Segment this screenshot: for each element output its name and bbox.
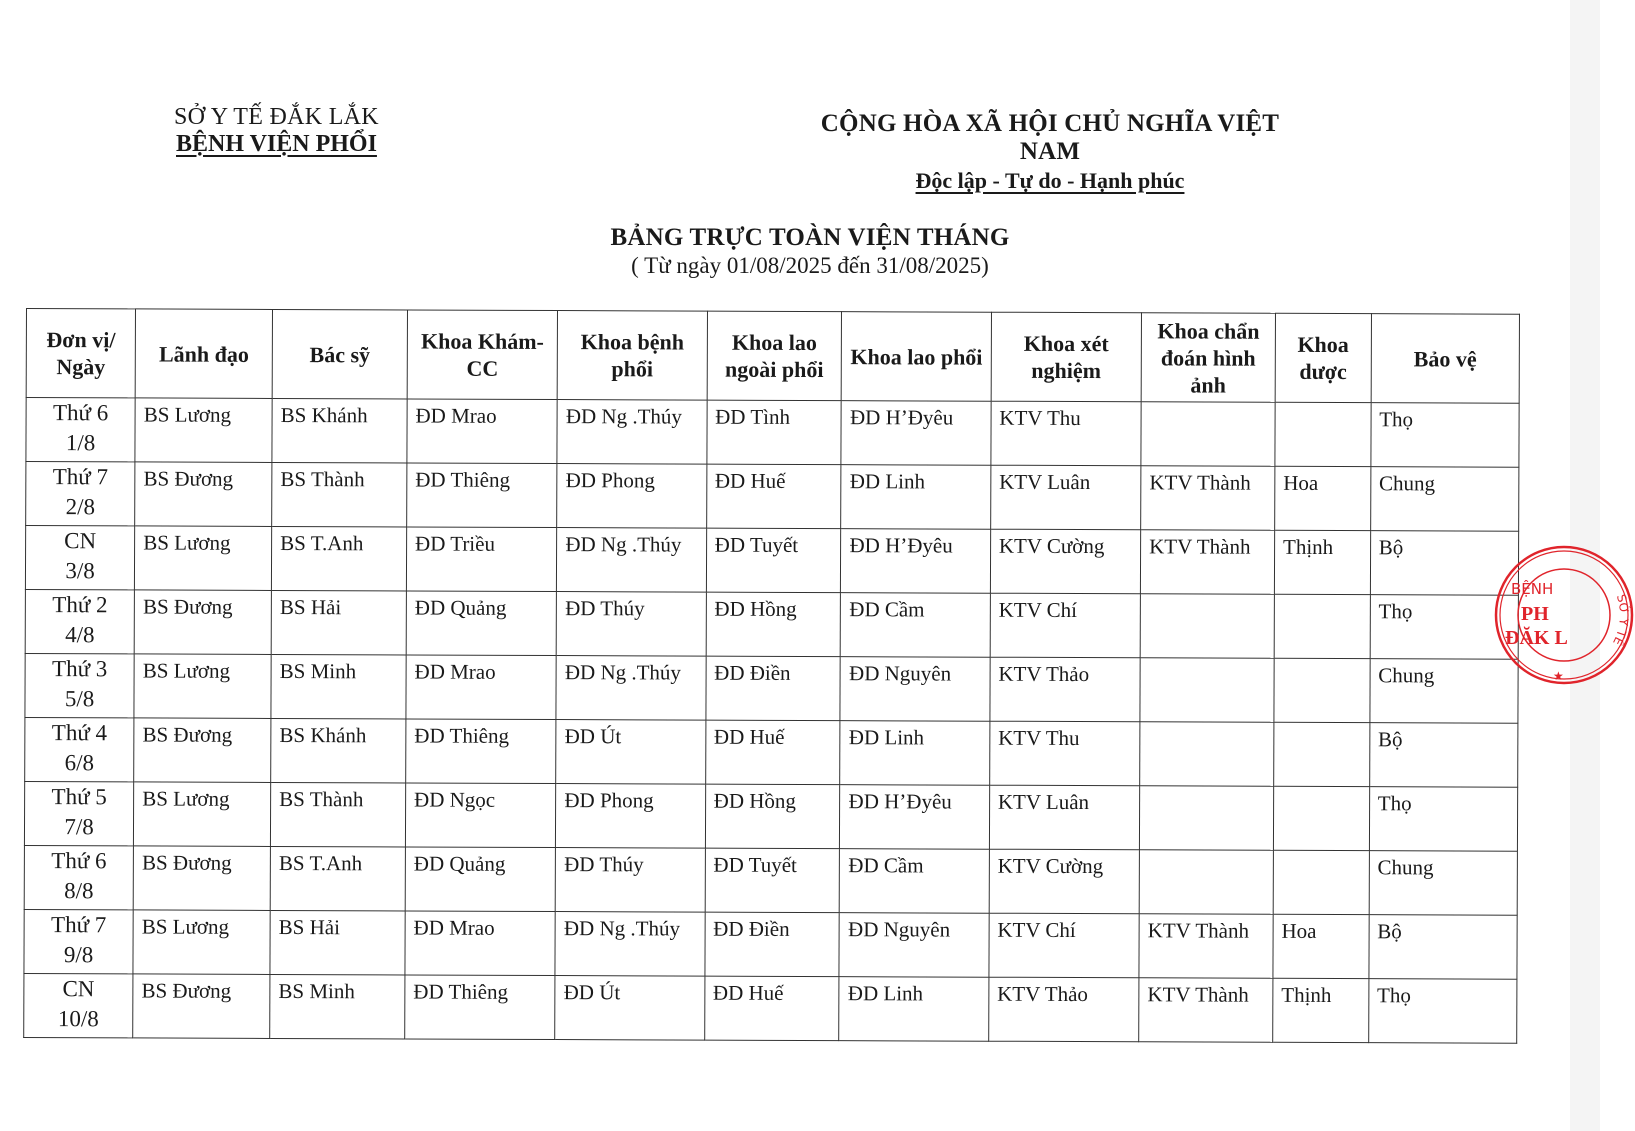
duty-cell xyxy=(704,976,839,1041)
staff-name: ĐD Linh xyxy=(849,469,926,494)
staff-name: Hoa xyxy=(1281,918,1317,943)
table-row xyxy=(24,781,1517,851)
duty-cell xyxy=(989,849,1140,914)
table-header-row xyxy=(26,309,1519,404)
duty-cell xyxy=(1369,851,1518,916)
duty-cell xyxy=(841,401,991,466)
staff-name: BS T.Anh xyxy=(280,530,364,556)
duty-cell xyxy=(841,529,991,594)
staff-name: KTV Thu xyxy=(998,725,1080,751)
staff-name: Thọ xyxy=(1377,791,1412,816)
staff-name: ĐD Tuyết xyxy=(714,532,799,557)
duty-cell xyxy=(1139,914,1273,979)
duty-cell xyxy=(405,783,556,848)
staff-name: Hoa xyxy=(1283,470,1319,495)
duty-cell xyxy=(989,913,1140,978)
duty-cell xyxy=(841,465,991,530)
duty-cell xyxy=(133,974,270,1039)
staff-name: KTV Luân xyxy=(999,469,1091,495)
table-row xyxy=(26,398,1519,468)
duty-cell xyxy=(1369,915,1518,980)
staff-name: KTV Thảo xyxy=(997,981,1088,1007)
duty-cell xyxy=(271,782,406,847)
column-header: Khoa lao ngoài phổi xyxy=(707,311,842,401)
staff-name: ĐD Út xyxy=(564,724,622,749)
table-body xyxy=(24,398,1519,1044)
duty-cell xyxy=(270,846,405,911)
document-heading xyxy=(540,224,1080,279)
duty-cell xyxy=(1368,979,1517,1044)
day-cell xyxy=(26,462,135,526)
staff-name: BS Khánh xyxy=(279,722,367,748)
seal-text-line-2: PH xyxy=(1521,603,1549,625)
staff-name: Chung xyxy=(1378,663,1435,688)
column-header: Khoa dược xyxy=(1275,313,1371,402)
column-header: Đơn vị/ Ngày xyxy=(26,309,135,398)
staff-name: BS T.Anh xyxy=(278,850,363,876)
staff-name: Chung xyxy=(1377,855,1434,880)
date-label: 3/8 xyxy=(65,558,95,584)
duty-cell xyxy=(990,593,1141,658)
staff-name: KTV Thành xyxy=(1149,534,1251,559)
staff-name: ĐD Thúy xyxy=(564,852,644,877)
weekday-label: CN xyxy=(62,976,95,1002)
duty-cell xyxy=(271,590,406,655)
staff-name: KTV Chí xyxy=(998,597,1078,623)
weekday-label: CN xyxy=(64,528,97,554)
table-row xyxy=(24,845,1517,915)
seal-ring-text: SỞ Y TẾ xyxy=(1610,592,1632,648)
staff-name: BS Lương xyxy=(142,658,231,683)
table-row xyxy=(25,589,1518,659)
duty-cell xyxy=(705,848,840,913)
date-label: 4/8 xyxy=(65,622,95,648)
duty-cell xyxy=(557,528,707,593)
weekday-label: Thứ 6 xyxy=(52,400,109,426)
duty-cell xyxy=(1273,850,1369,914)
staff-name: Bộ xyxy=(1377,727,1403,752)
duty-cell xyxy=(406,591,557,656)
duty-cell xyxy=(407,463,558,528)
staff-name: ĐD Thiêng xyxy=(414,723,510,748)
duty-cell xyxy=(989,785,1140,850)
staff-name: Chung xyxy=(1378,471,1436,496)
staff-name: BS Lương xyxy=(142,786,230,811)
staff-name: ĐD Quảng xyxy=(414,595,507,620)
duty-cell xyxy=(557,400,707,465)
duty-cell xyxy=(1140,722,1274,787)
duty-cell xyxy=(270,910,405,975)
day-cell xyxy=(24,845,133,909)
staff-name: ĐD Huế xyxy=(712,980,784,1005)
column-header: Lãnh đạo xyxy=(135,309,272,399)
weekday-label: Thứ 3 xyxy=(52,656,108,682)
staff-name: KTV Thành xyxy=(1147,982,1249,1007)
staff-name: BS Đương xyxy=(143,466,234,491)
weekday-label: Thứ 6 xyxy=(51,848,107,874)
staff-name: ĐD Nguyên xyxy=(848,917,951,942)
duty-cell xyxy=(840,785,990,850)
duty-cell xyxy=(555,976,705,1041)
date-label: 2/8 xyxy=(65,494,96,520)
day-cell xyxy=(25,717,134,781)
duty-roster-table xyxy=(23,308,1520,1044)
duty-cell xyxy=(706,592,841,657)
staff-name: ĐD Ng .Thúy xyxy=(565,532,682,557)
duty-cell xyxy=(705,720,840,785)
table-row xyxy=(25,717,1518,787)
day-cell xyxy=(24,781,133,845)
duty-cell xyxy=(272,398,407,463)
duty-cell xyxy=(271,526,406,591)
duty-cell xyxy=(1274,594,1370,658)
duty-cell xyxy=(555,912,705,977)
staff-name: ĐD Cầm xyxy=(849,597,925,622)
weekday-label: Thứ 7 xyxy=(51,912,107,938)
duty-cell xyxy=(272,462,407,527)
staff-name: Thịnh xyxy=(1281,982,1332,1008)
column-header: Khoa xét nghiệm xyxy=(991,312,1142,402)
duty-cell xyxy=(839,913,989,978)
duty-cell xyxy=(555,848,705,913)
date-label: 8/8 xyxy=(64,878,94,904)
duty-cell xyxy=(1371,403,1520,468)
duty-cell xyxy=(134,718,271,783)
duty-cell xyxy=(990,529,1141,594)
duty-cell xyxy=(706,528,841,593)
duty-cell xyxy=(1139,850,1273,915)
staff-name: ĐD Ng .Thúy xyxy=(565,404,682,429)
staff-name: ĐD H’Đyêu xyxy=(849,405,954,430)
seal-text-line-3: ĐĂK L xyxy=(1505,627,1568,649)
day-cell xyxy=(25,526,134,590)
staff-name: Thọ xyxy=(1376,983,1411,1008)
staff-name: ĐD Thúy xyxy=(565,596,645,621)
duty-cell xyxy=(1273,786,1369,850)
staff-name: ĐD Huế xyxy=(713,724,785,749)
staff-name: BS Minh xyxy=(278,978,355,1004)
column-header: Khoa Khám-CC xyxy=(407,310,558,400)
duty-cell xyxy=(988,977,1139,1042)
staff-name: ĐD Mrao xyxy=(414,659,496,684)
duty-cell xyxy=(556,656,706,721)
seal-text-line-1: BỆNH xyxy=(1511,580,1554,598)
duty-cell xyxy=(271,718,406,783)
table-row xyxy=(24,973,1517,1043)
staff-name: KTV Thành xyxy=(1147,918,1250,943)
table-row xyxy=(25,526,1518,596)
duty-cell xyxy=(1369,723,1518,788)
duty-cell xyxy=(706,400,841,465)
staff-name: ĐD Tình xyxy=(715,404,791,429)
staff-name: BS Đương xyxy=(142,722,233,747)
duty-cell xyxy=(1273,978,1369,1042)
staff-name: Thịnh xyxy=(1282,534,1334,560)
duty-cell xyxy=(840,849,990,914)
official-seal xyxy=(1493,544,1635,686)
date-label: 10/8 xyxy=(57,1006,99,1032)
staff-name: ĐD Huế xyxy=(714,468,786,493)
staff-name: ĐD Thiêng xyxy=(415,467,511,492)
staff-name: KTV Chí xyxy=(997,917,1076,943)
staff-name: ĐD Tuyết xyxy=(713,852,797,877)
staff-name: ĐD Mrao xyxy=(415,403,497,428)
staff-name: ĐD Hồng xyxy=(713,788,796,813)
weekday-label: Thứ 2 xyxy=(52,592,108,618)
organization-name: SỞ Y TẾ ĐẮK LẮK xyxy=(174,104,379,130)
day-cell xyxy=(24,973,133,1037)
staff-name: BS Đương xyxy=(141,978,232,1003)
duty-cell xyxy=(1274,530,1370,594)
seal-star-icon: ★ xyxy=(1553,669,1564,683)
hospital-name: BỆNH VIỆN PHỔI xyxy=(176,131,377,157)
staff-name: ĐD Cầm xyxy=(848,853,924,878)
duty-cell xyxy=(1274,722,1370,786)
staff-name: ĐD Ng .Thúy xyxy=(564,660,682,685)
duty-cell xyxy=(1139,978,1273,1043)
duty-cell xyxy=(556,592,706,657)
staff-name: ĐD Ngọc xyxy=(414,787,496,812)
duty-cell xyxy=(133,910,270,975)
duty-cell xyxy=(556,720,706,785)
column-header: Bảo vệ xyxy=(1371,314,1520,404)
date-label: 7/8 xyxy=(64,814,94,840)
duty-cell xyxy=(840,657,990,722)
staff-name: KTV Thảo xyxy=(998,661,1090,687)
duty-cell xyxy=(841,593,991,658)
staff-name: BS Khánh xyxy=(280,402,368,428)
duty-cell xyxy=(1274,658,1370,722)
staff-name: ĐD Điền xyxy=(713,916,790,941)
staff-name: ĐD Linh xyxy=(848,725,925,750)
column-header: Bác sỹ xyxy=(272,309,407,399)
staff-name: BS Đương xyxy=(142,594,233,619)
nation-name: CỘNG HÒA XÃ HỘI CHỦ NGHĨA VIỆT NAM xyxy=(820,110,1280,165)
national-heading xyxy=(790,110,1310,194)
duty-cell xyxy=(134,782,271,847)
column-header: Khoa lao phổi xyxy=(842,312,992,402)
duty-cell xyxy=(406,719,557,784)
weekday-label: Thứ 7 xyxy=(52,464,109,490)
table-row xyxy=(25,653,1518,723)
staff-name: BS Thành xyxy=(280,466,365,492)
duty-cell xyxy=(840,721,990,786)
staff-name: Thọ xyxy=(1378,599,1413,624)
duty-cell xyxy=(134,654,271,719)
date-label: 1/8 xyxy=(65,430,96,456)
duty-cell xyxy=(706,464,841,529)
duty-cell xyxy=(270,974,405,1039)
duty-cell xyxy=(135,398,272,463)
staff-name: BS Hải xyxy=(279,594,342,620)
duty-cell xyxy=(1141,402,1275,467)
weekday-label: Thứ 4 xyxy=(51,720,108,746)
staff-name: ĐD Phong xyxy=(565,468,655,493)
duty-cell xyxy=(706,656,841,721)
duty-cell xyxy=(134,590,271,655)
staff-name: ĐD Quảng xyxy=(413,851,506,876)
date-label: 9/8 xyxy=(63,942,94,968)
document-date-range: ( Từ ngày 01/08/2025 đến 31/08/2025) xyxy=(631,253,989,278)
document-title: BẢNG TRỰC TOÀN VIỆN THÁNG xyxy=(610,224,1010,251)
national-motto: Độc lập - Tự do - Hạnh phúc xyxy=(915,168,1185,193)
staff-name: ĐD Linh xyxy=(847,981,924,1006)
duty-cell xyxy=(1140,786,1274,851)
duty-cell xyxy=(705,912,840,977)
duty-cell xyxy=(405,847,556,912)
staff-name: ĐD Phong xyxy=(564,788,654,813)
duty-cell xyxy=(705,784,840,849)
staff-name: ĐD Điền xyxy=(714,660,791,685)
duty-cell xyxy=(1140,530,1274,595)
duty-cell xyxy=(406,527,557,592)
staff-name: BS Đương xyxy=(141,850,232,875)
duty-cell xyxy=(405,975,556,1040)
staff-name: ĐD Hồng xyxy=(714,596,797,621)
svg-text:SỞ Y TẾ xyxy=(1596,591,1635,652)
duty-cell xyxy=(839,977,989,1042)
staff-name: ĐD Triều xyxy=(415,531,496,556)
staff-name: ĐD H’Đyêu xyxy=(848,789,952,814)
table-row xyxy=(26,462,1519,532)
duty-cell xyxy=(405,911,556,976)
staff-name: BS Thành xyxy=(279,786,364,812)
staff-name: KTV Thu xyxy=(999,405,1081,431)
duty-cell xyxy=(135,462,272,527)
staff-name: BS Lương xyxy=(143,402,232,427)
column-header: Khoa bệnh phổi xyxy=(557,311,707,401)
staff-name: KTV Cường xyxy=(998,533,1105,559)
duty-cell xyxy=(990,465,1141,530)
duty-cell xyxy=(133,846,270,911)
staff-name: KTV Thành xyxy=(1149,470,1251,495)
duty-cell xyxy=(557,464,707,529)
duty-cell xyxy=(1275,402,1371,466)
duty-cell xyxy=(271,654,406,719)
staff-name: KTV Cường xyxy=(997,853,1104,879)
staff-name: Bộ xyxy=(1378,535,1404,560)
weekday-label: Thứ 5 xyxy=(51,784,107,810)
staff-name: ĐD Mrao xyxy=(413,915,495,940)
staff-name: Bộ xyxy=(1377,919,1402,944)
duty-cell xyxy=(1369,787,1518,852)
day-cell xyxy=(26,398,135,462)
issuing-authority xyxy=(174,104,379,158)
staff-name: BS Lương xyxy=(141,914,230,939)
staff-name: KTV Luân xyxy=(997,789,1090,815)
duty-cell xyxy=(407,399,558,464)
staff-name: BS Hải xyxy=(278,914,341,940)
day-cell xyxy=(25,653,134,717)
duty-cell xyxy=(406,655,557,720)
staff-name: BS Lương xyxy=(143,530,231,555)
day-cell xyxy=(25,589,134,653)
duty-cell xyxy=(556,784,706,849)
duty-cell xyxy=(135,526,272,591)
column-header: Khoa chẩn đoán hình ảnh xyxy=(1141,313,1275,403)
staff-name: BS Minh xyxy=(279,658,357,684)
duty-cell xyxy=(1275,466,1371,530)
duty-cell xyxy=(1140,594,1274,659)
duty-cell xyxy=(990,657,1141,722)
staff-name: ĐD Út xyxy=(563,980,621,1005)
duty-cell xyxy=(1141,466,1275,531)
table-row xyxy=(24,909,1517,979)
staff-name: ĐD Nguyên xyxy=(849,661,952,686)
duty-cell xyxy=(989,721,1140,786)
staff-name: ĐD Ng .Thúy xyxy=(563,916,681,941)
duty-cell xyxy=(1273,914,1369,978)
staff-name: ĐD H’Đyêu xyxy=(849,533,953,558)
date-label: 5/8 xyxy=(64,686,95,712)
date-label: 6/8 xyxy=(64,750,95,776)
duty-cell xyxy=(1370,467,1519,532)
staff-name: Thọ xyxy=(1379,407,1414,432)
day-cell xyxy=(24,909,133,973)
duty-cell xyxy=(991,401,1142,466)
duty-cell xyxy=(1140,658,1274,723)
staff-name: ĐD Thiêng xyxy=(413,979,509,1004)
